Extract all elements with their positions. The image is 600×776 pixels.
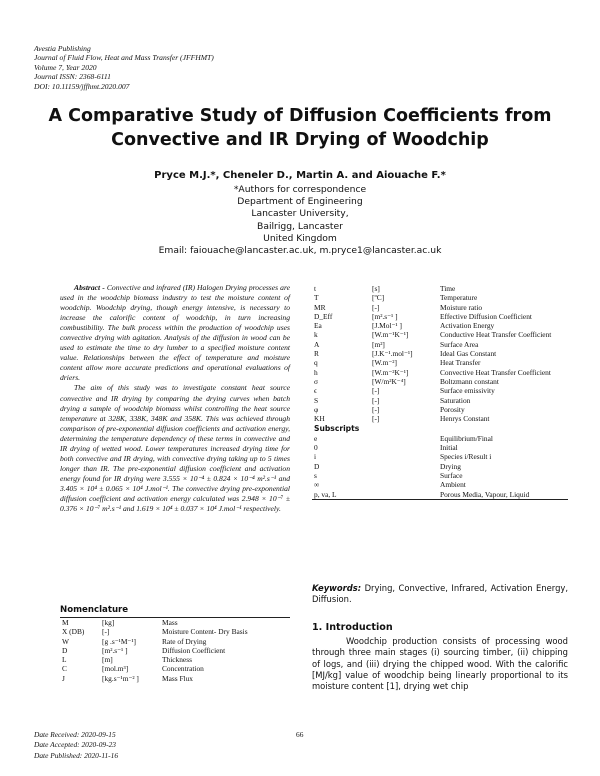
publication-dates (34, 730, 118, 761)
table-row (312, 386, 568, 395)
affiliation (0, 184, 600, 257)
cell-unit: [J.Mol⁻¹ ] (372, 321, 402, 331)
cell-unit: [-] (372, 302, 380, 312)
cell-description: Ambient (440, 480, 466, 490)
cell-unit: [m²] (372, 339, 385, 349)
table-row (312, 471, 568, 480)
cell-unit: [m] (102, 655, 113, 665)
journal-name: Journal of Fluid Flow, Heat and Mass Transfer (JFFHMT) (34, 53, 214, 63)
cell-description: Ideal Gas Constant (440, 349, 497, 359)
cell-description: Diffusion Coefficient (162, 645, 226, 655)
cell-symbol: C (62, 664, 67, 674)
cell-description: Species i/Result i (440, 452, 492, 462)
table-row (312, 462, 568, 471)
cell-symbol: T (314, 293, 319, 303)
cell-unit (370, 462, 438, 471)
cell-description: Effective Diffusion Coefficient (440, 311, 532, 321)
cell-unit: [-] (102, 627, 110, 637)
journal-doi: DOI: 10.11159/jffhmt.2020.007 (34, 81, 130, 91)
cell-description: Mass Flux (162, 673, 194, 683)
page-number: 66 (296, 730, 304, 739)
cell-symbol: p, va, L (312, 490, 370, 500)
cell-unit: [s] (372, 284, 380, 293)
cell-unit: [-] (372, 395, 380, 405)
table-row (312, 377, 568, 386)
cell-symbol: A (314, 339, 320, 349)
cell-description: Drying (440, 461, 461, 471)
cell-unit: [-] (372, 404, 380, 414)
cell-description: Porosity (440, 404, 465, 414)
cell-unit: [ºC] (372, 293, 385, 303)
cell-description: Porous Media, Vapour, Liquid (438, 490, 568, 500)
cell-description: Activation Energy (440, 321, 495, 331)
cell-symbol: W (62, 636, 69, 646)
date-received: Date Received: 2020-09-15 (34, 730, 116, 739)
cell-unit (370, 434, 438, 443)
cell-description: Equilibrium/Final (440, 433, 493, 443)
table-row (312, 330, 568, 339)
cell-description: Initial (440, 443, 458, 453)
cell-symbol: L (62, 655, 67, 665)
cell-description: Moisture ratio (440, 302, 483, 312)
cell-symbol: D (314, 461, 320, 471)
cell-symbol: X (DB) (62, 627, 85, 637)
abstract-paragraph (60, 283, 290, 383)
table-row (60, 646, 290, 655)
journal-volume: Volume 7, Year 2020 (34, 62, 97, 72)
cell-description: Henrys Constant (440, 414, 490, 424)
cell-unit: [-] (372, 386, 380, 396)
author-list: Pryce M.J.*, Cheneler D., Martin A. and Aiouache F.* (154, 170, 446, 181)
cell-unit (370, 443, 438, 452)
cell-symbol: 0 (314, 443, 318, 453)
cell-description: Boltzmann constant (440, 376, 499, 386)
nomenclature-title: Nomenclature (60, 605, 129, 615)
table-row (60, 655, 290, 664)
keywords-text: Drying, Convective, Infrared, Activation Energy, Diffusion. (312, 583, 568, 604)
affiliation-line: Bailrigg, Lancaster (257, 220, 343, 232)
cell-description: Thickness (162, 655, 192, 665)
cell-description: Rate of Drying (162, 636, 207, 646)
affiliation-line: Lancaster University, (251, 208, 349, 220)
nomenclature-table (60, 617, 290, 683)
cell-description: Moisture Content- Dry Basis (162, 627, 248, 637)
cell-symbol: e (314, 433, 318, 443)
cell-symbol: J (62, 673, 65, 683)
table-row (312, 405, 568, 414)
cell-unit (370, 471, 438, 480)
table-row (312, 443, 568, 452)
table-row (312, 368, 568, 377)
cell-description: Concentration (162, 664, 204, 674)
cell-description: Saturation (440, 395, 471, 405)
abstract-label: Abstract - (74, 283, 105, 292)
cell-unit: [kg] (102, 618, 115, 627)
cell-symbol: q (314, 358, 318, 368)
cell-unit: [kg.s⁻¹m⁻² ] (102, 673, 139, 683)
table-row (60, 674, 290, 683)
cell-symbol: φ (314, 404, 319, 414)
cell-description: Time (440, 284, 456, 293)
cell-symbol: D_Eff (314, 311, 333, 321)
date-accepted: Date Accepted: 2020-09-23 (34, 740, 116, 750)
cell-unit: [m².s⁻¹ ] (372, 311, 398, 321)
cell-description: Convective Heat Transfer Coefficient (440, 367, 551, 377)
table-row (60, 627, 290, 636)
introduction-text: Woodchip production consists of processing wood through three main stages (i) sourcing timber, (ii) chipping of logs, and (iii) drying the chipped wood. With the calorific [MJ/kg] value of woodchip being linearly proportional to its moisture content [1], drying wet chip (312, 636, 568, 692)
cell-symbol: σ (314, 376, 318, 386)
abstract-text: Convective and infrared (IR) Halogen Drying processes are used in the woodchip biomass industry to test the moisture content of woodchip. Woodchip drying, though energy intensive, is necessary to increase the calorific content of woodchip, in turn increasing combustibility. The bulk process within the production of woodchip uses convective drying with agitation. Analysis of the diffusion in wood can be used to estimate the time to dry lumber to a specified moisture content value. Relationships between the effect of temperature and moisture content allow more accurate predictions and operational evaluations of driers. (60, 283, 290, 383)
table-row (312, 349, 568, 358)
cell-unit: [J.K⁻¹.mol⁻¹] (372, 349, 413, 359)
cell-description: Surface Area (440, 339, 479, 349)
section-title: 1. Introduction (312, 622, 393, 633)
paper-title: A Comparative Study of Diffusion Coefficients from Convective and IR Drying of Woodchip (48, 106, 552, 150)
affiliation-line: *Authors for correspondence (233, 184, 367, 195)
cell-unit: [m².s⁻¹ ] (102, 645, 128, 655)
cell-symbol: k (314, 330, 318, 340)
cell-symbol: MR (314, 302, 326, 312)
cell-description: Heat Transfer (440, 358, 481, 368)
table-row (312, 303, 568, 312)
table-row (312, 340, 568, 349)
affiliation-line: Department of Engineering (237, 196, 363, 208)
keywords (312, 583, 568, 605)
cell-symbol: R (314, 349, 319, 359)
table-row (60, 618, 290, 628)
cell-description: Mass (162, 618, 178, 627)
cell-unit: [mol.m³] (102, 664, 129, 674)
cell-unit: [W.m⁻¹K⁻¹] (372, 330, 409, 340)
cell-symbol: s (314, 470, 317, 480)
journal-issn: Journal ISSN: 2368-6111 (34, 72, 111, 82)
table-row (60, 637, 290, 646)
cell-unit: [W/m²K⁻⁴] (372, 376, 406, 386)
table-row (312, 321, 568, 330)
cell-unit: [-] (372, 414, 380, 424)
date-published: Date Published: 2020-11-16 (34, 750, 119, 760)
table-row (312, 490, 568, 500)
affiliation-line: United Kingdom (263, 232, 337, 244)
cell-description: Surface (440, 470, 463, 480)
cell-symbol: t (314, 284, 317, 293)
abstract-paragraph: The aim of this study was to investigate constant heat source convective and IR drying by comparing the drying curves when batch drying a sample of woodchip biomass whilst controlling the heat source temperature at 328K, 338K, 348K and 358K. This was achieved through comparison of pre-exponential diffusion coefficients and activation energy, determining the temperature dependency of these terms in convective and IR drying of wetted wood. Lower temperatures increased drying time for both convective and IR drying, with convective drying taking up to 5 times longer than IR. The pre-exponential diffusion coefficient and activation energy found for IR drying were 3.555 × 10⁻⁴ ± 0.824 × 10⁻⁴ m².s⁻¹ and 3.405 × 10⁴ ± 0.065 × 10⁴ J.mol⁻¹. The convective drying pre-exponential diffusion coefficient and activation energy calculated was 2.948 × 10⁻⁷ ± 0.376 × 10⁻⁷ m².s⁻¹ and 1.619 × 10⁴ ± 0.037 × 10⁴ J.mol⁻¹ respectively. (60, 383, 290, 514)
cell-unit (370, 480, 438, 489)
subscripts-title: Subscripts (314, 424, 360, 434)
cell-symbol: D (62, 645, 68, 655)
table-row (312, 358, 568, 367)
table-row (312, 396, 568, 405)
cell-description: Conductive Heat Transfer Coefficient (440, 330, 552, 340)
table-row (60, 664, 290, 673)
cell-unit: [W.m⁻²] (372, 358, 397, 368)
table-row (312, 312, 568, 321)
table-row (312, 480, 568, 489)
journal-header (34, 44, 214, 91)
cell-symbol: Ea (314, 321, 322, 331)
cell-unit: [g .s⁻¹M⁻¹] (102, 636, 136, 646)
table-row (312, 434, 568, 443)
table-row (312, 452, 568, 461)
cell-unit: [W.m⁻²K⁻¹] (372, 367, 409, 377)
publisher: Avestia Publishing (34, 44, 91, 53)
keywords-label: Keywords: (312, 583, 362, 593)
subscripts-heading-row (312, 423, 568, 433)
cell-symbol: S (314, 395, 319, 405)
cell-symbol: KH (314, 414, 325, 424)
cell-symbol: ϵ (314, 386, 317, 396)
table-row (312, 414, 568, 423)
cell-symbol: i (314, 452, 317, 462)
cell-symbol: ∞ (314, 480, 320, 490)
table-row (312, 284, 568, 293)
cell-symbol: h (314, 367, 318, 377)
cell-unit (370, 452, 438, 461)
cell-unit (370, 490, 438, 500)
cell-description: Surface emissivity (440, 386, 495, 396)
cell-description: Temperature (440, 293, 478, 303)
table-row (312, 293, 568, 302)
cell-symbol: M (62, 618, 69, 627)
symbols-table (312, 284, 568, 500)
abstract (60, 283, 290, 514)
contact-email[interactable]: Email: faiouache@lancaster.ac.uk, m.pryce1@lancaster.ac.uk (158, 245, 442, 257)
